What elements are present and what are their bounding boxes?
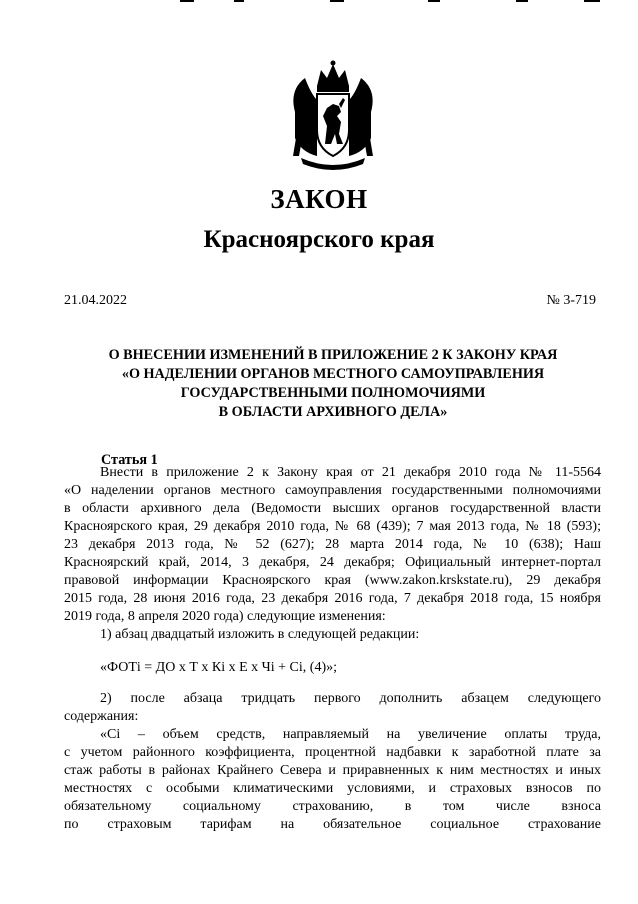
heading-line: «О НАДЕЛЕНИИ ОРГАНОВ МЕСТНОГО САМОУПРАВЛЕНИЯ (121, 366, 545, 382)
scan-mark (234, 0, 244, 2)
scan-mark (330, 0, 344, 2)
text-line: обязательному социальному страхованию, в том числе взноса (64, 799, 601, 814)
text-line: Красноярского края, 29 декабря 2010 года, № 68 (439); 7 мая 2013 года, № 18 (593); (64, 519, 601, 534)
text-line: Внести в приложение 2 к Закону края от 21 декабря 2010 года № 11-5564 (100, 465, 601, 480)
law-number: № 3-719 (546, 293, 596, 308)
text-line: «О наделении органов местного самоуправления государственными полномочиями (64, 483, 601, 498)
text-line: в области архивного дела (Ведомости высших органов государственной власти (64, 501, 601, 516)
text-line: «Сi – объем средств, направляемый на увеличение оплаты труда, (100, 727, 601, 742)
item-2-line: 2) после абзаца тридцать первого дополнить абзацем следующего (100, 691, 601, 706)
heading-line: В ОБЛАСТИ АРХИВНОГО ДЕЛА» (218, 404, 448, 420)
scan-mark (584, 0, 600, 2)
scan-mark (428, 0, 440, 2)
text-line: 2019 года, 8 апреля 2020 года) следующие изменения: (64, 609, 386, 624)
heading-line: ГОСУДАРСТВЕННЫМИ ПОЛНОМОЧИЯМИ (180, 385, 486, 401)
text-line: по страховым тарифам на обязательное социальное страхование (64, 817, 601, 832)
item-1: 1) абзац двадцатый изложить в следующей редакции: (100, 627, 420, 642)
article-title: Статья 1 (101, 452, 158, 468)
text-line: 2015 года, 28 июня 2016 года, 23 декабря 2016 года, 7 декабря 2018 года, 15 ноября (64, 591, 601, 606)
text-line: правовой информации Красноярского края (www.zakon.krskstate.ru), 29 декабря (64, 573, 601, 588)
text-line: Красноярский край, 2014, 3 декабря, 24 декабря; Официальный интернет-портал (64, 555, 601, 570)
formula: «ФОТi = ДО x Т x Кi x Е x Чi + Сi, (4)»; (100, 660, 337, 675)
law-region: Красноярского края (203, 226, 435, 253)
text-line: 23 декабря 2013 года, № 52 (627); 28 марта 2014 года, № 10 (638); Наш (64, 537, 601, 552)
coat-of-arms-emblem (287, 60, 379, 172)
item-2-line: содержания: (64, 709, 139, 724)
heading-line: О ВНЕСЕНИИ ИЗМЕНЕНИЙ В ПРИЛОЖЕНИЕ 2 К ЗАКОНУ КРАЯ (108, 347, 558, 363)
scan-mark (180, 0, 194, 2)
law-date: 21.04.2022 (64, 293, 127, 308)
scan-mark (516, 0, 528, 2)
text-line: стаж работы в районах Крайнего Севера и приравненных к ним местностях и иных (64, 763, 601, 778)
text-line: местностях с особыми климатическими условиями, и страховых взносов по (64, 781, 601, 796)
law-title: ЗАКОН (270, 184, 368, 214)
law-heading (70, 346, 596, 422)
text-line: с учетом районного коэффициента, процентной надбавки к заработной плате за (64, 745, 601, 760)
